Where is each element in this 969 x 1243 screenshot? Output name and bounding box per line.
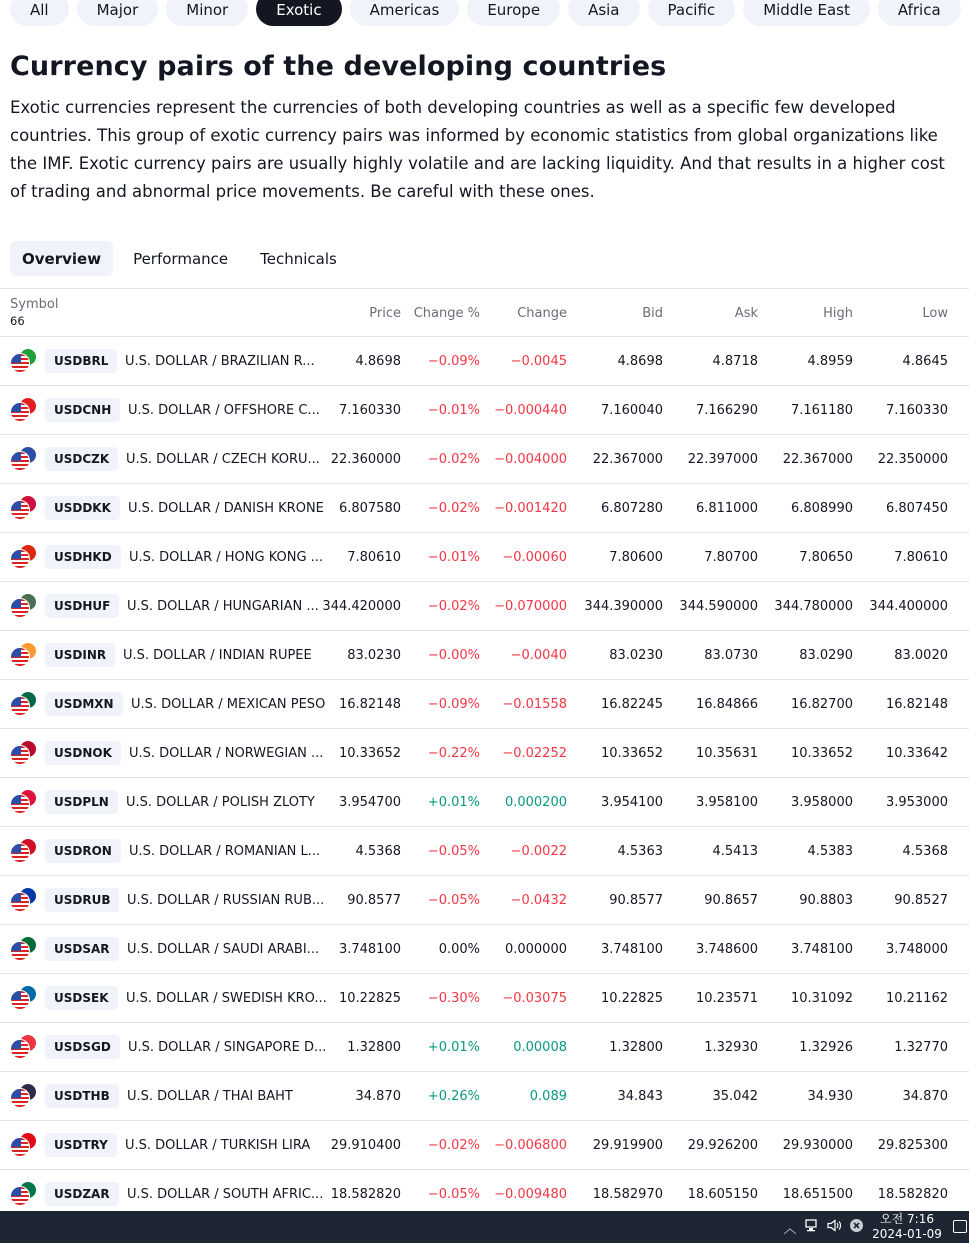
symbol-header-label: Symbol [10,297,59,312]
ask-cell: 4.5413 [712,843,758,859]
ask-cell: 29.926200 [687,1137,758,1153]
change-percent-cell: 0.00% [438,941,480,957]
low-cell: 3.953000 [885,794,948,810]
change-cell: −0.00060 [502,549,567,565]
chevron-up-icon[interactable]: ︿ [783,1221,797,1237]
high-cell: 18.651500 [782,1186,853,1202]
change-cell: −0.000440 [494,402,567,418]
low-cell: 10.33642 [885,745,948,761]
filter-chip-asia[interactable]: Asia [568,0,639,26]
change-cell: −0.004000 [494,451,567,467]
pair-description: U.S. DOLLAR / SWEDISH KRO... [126,990,327,1006]
table-row[interactable] [0,974,969,1023]
filter-chip-middle-east[interactable]: Middle East [743,0,870,26]
filter-chip-europe[interactable]: Europe [467,0,560,26]
clock-date: 2024-01-09 [872,1227,942,1241]
table-row[interactable] [0,631,969,680]
symbol-ticker-link[interactable]: USDCNH [45,398,120,422]
currency-flag-icon [10,1084,36,1108]
low-cell: 7.80610 [894,549,948,565]
currency-flag-icon [10,349,36,373]
bid-cell: 3.748100 [600,941,663,957]
high-cell: 90.8803 [799,892,853,908]
change-percent-cell: −0.22% [427,745,480,761]
ask-cell: 3.958100 [695,794,758,810]
symbol-ticker-link[interactable]: USDZAR [45,1182,119,1206]
filter-chip-minor[interactable]: Minor [166,0,248,26]
bid-cell: 4.5363 [617,843,663,859]
pair-description: U.S. DOLLAR / OFFSHORE C... [128,402,320,418]
symbol-ticker-link[interactable]: USDHUF [45,594,119,618]
change-percent-cell: +0.26% [427,1088,480,1104]
currency-flag-icon [10,937,36,961]
change-percent-cell: −0.02% [427,598,480,614]
table-header [0,288,969,337]
change-cell: −0.03075 [502,990,567,1006]
pair-description: U.S. DOLLAR / ROMANIAN L... [129,843,321,859]
bid-cell: 29.919900 [592,1137,663,1153]
high-cell: 1.32926 [799,1039,853,1055]
low-cell: 10.21162 [885,990,948,1006]
symbol-ticker-link[interactable]: USDRUB [45,888,119,912]
change-cell: 0.089 [529,1088,567,1104]
price-cell: 3.748100 [338,941,401,957]
tab-performance[interactable]: Performance [133,249,229,268]
bid-cell: 90.8577 [609,892,663,908]
high-cell: 10.33652 [790,745,853,761]
low-cell: 22.350000 [877,451,948,467]
pair-description: U.S. DOLLAR / HUNGARIAN ... [127,598,319,614]
high-cell: 344.780000 [774,598,853,614]
high-cell: 6.808990 [790,500,853,516]
symbol-ticker-link[interactable]: USDINR [45,643,115,667]
bid-cell: 22.367000 [592,451,663,467]
high-cell: 16.82700 [790,696,853,712]
price-cell: 7.80610 [347,549,401,565]
pair-description: U.S. DOLLAR / POLISH ZLOTY [126,794,315,810]
currency-flag-icon [10,790,36,814]
low-cell: 7.160330 [885,402,948,418]
currency-flag-icon [10,545,36,569]
symbol-ticker-link[interactable]: USDBRL [45,349,117,373]
pair-description: U.S. DOLLAR / DANISH KRONE [128,500,324,516]
pair-description: U.S. DOLLAR / SAUDI ARABI... [127,941,320,957]
ask-cell: 1.32930 [704,1039,758,1055]
price-cell: 4.5368 [355,843,401,859]
tab-overview[interactable]: Overview [10,241,113,276]
table-row[interactable] [0,876,969,925]
change-percent-cell: −0.02% [427,1137,480,1153]
high-cell: 29.930000 [782,1137,853,1153]
symbol-ticker-link[interactable]: USDNOK [45,741,121,765]
bid-cell: 1.32800 [609,1039,663,1055]
table-row[interactable] [0,925,969,974]
change-percent-cell: −0.05% [427,843,480,859]
low-cell: 6.807450 [885,500,948,516]
filter-chip-pacific[interactable]: Pacific [648,0,736,26]
filter-chip-major[interactable]: Major [77,0,159,26]
pair-description: U.S. DOLLAR / SOUTH AFRIC... [127,1186,324,1202]
ask-cell: 35.042 [712,1088,758,1104]
ask-cell: 6.811000 [695,500,758,516]
change-cell: −0.02252 [502,745,567,761]
ask-cell: 3.748600 [695,941,758,957]
ask-cell: 344.590000 [679,598,758,614]
change-percent-cell: −0.02% [427,451,480,467]
bid-cell: 10.22825 [600,990,663,1006]
price-cell: 10.22825 [338,990,401,1006]
filter-chip-africa[interactable]: Africa [878,0,961,26]
change-cell: −0.01558 [502,696,567,712]
change-cell: 0.000200 [504,794,567,810]
price-cell: 10.33652 [338,745,401,761]
symbol-ticker-link[interactable]: USDCZK [45,447,118,471]
table-row[interactable] [0,680,969,729]
bid-cell: 6.807280 [600,500,663,516]
table-row[interactable] [0,386,969,435]
currency-flag-icon [10,398,36,422]
low-cell: 3.748000 [885,941,948,957]
table-row[interactable] [0,729,969,778]
pair-description: U.S. DOLLAR / SINGAPORE D... [128,1039,327,1055]
currency-flag-icon [10,447,36,471]
page-description: Exotic currencies represent the currencies of both developing countries as well as a specific few developed countries. This group of exotic currency pairs was informed by economic statistics from global organizations like the IMF. Exotic currency pairs are usually highly volatile and are lacking liquidity. And that results in a higher cost of trading and abnormal price movements. Be careful with these ones. [10,98,945,201]
tab-technicals[interactable]: Technicals [260,249,337,268]
bid-cell: 344.390000 [584,598,663,614]
table-row[interactable] [0,778,969,827]
page-title: Currency pairs of the developing countries [10,51,667,82]
high-cell: 10.31092 [790,990,853,1006]
high-cell: 7.161180 [790,402,853,418]
bid-cell: 7.160040 [600,402,663,418]
currency-flag-icon [10,1035,36,1059]
symbol-ticker-link[interactable]: USDPLN [45,790,118,814]
symbol-ticker-link[interactable]: USDSGD [45,1035,120,1059]
system-tray [779,1211,969,1243]
pair-description: U.S. DOLLAR / NORWEGIAN ... [129,745,324,761]
clock-time: 오전 7:16 [880,1212,934,1226]
currency-flag-icon [10,594,36,618]
low-cell: 29.825300 [877,1137,948,1153]
change-percent-column-header[interactable]: Change % [413,306,480,321]
low-cell: 4.5368 [902,843,948,859]
currency-flag-icon [10,1133,36,1157]
currency-flag-icon [10,839,36,863]
price-cell: 7.160330 [338,402,401,418]
symbol-ticker-link[interactable]: USDTRY [45,1133,117,1157]
price-cell: 22.360000 [330,451,401,467]
pair-description: U.S. DOLLAR / MEXICAN PESO [131,696,326,712]
change-cell: −0.0045 [510,353,567,369]
notification-icon[interactable] [953,1220,967,1233]
price-cell: 90.8577 [347,892,401,908]
high-cell: 4.8959 [807,353,853,369]
ask-cell: 90.8657 [704,892,758,908]
change-cell: −0.006800 [494,1137,567,1153]
ask-cell: 83.0730 [704,647,758,663]
low-cell: 90.8527 [894,892,948,908]
bid-cell: 10.33652 [600,745,663,761]
bid-cell: 7.80600 [609,549,663,565]
pair-description: U.S. DOLLAR / BRAZILIAN R... [125,353,315,369]
high-cell: 3.748100 [790,941,853,957]
low-cell: 4.8645 [902,353,948,369]
high-cell: 7.80650 [799,549,853,565]
table-row[interactable] [0,337,969,386]
change-percent-cell: −0.09% [427,696,480,712]
pair-description: U.S. DOLLAR / CZECH KORU... [126,451,320,467]
change-cell: 0.000000 [504,941,567,957]
symbol-ticker-link[interactable]: USDTHB [45,1084,119,1108]
change-percent-cell: −0.09% [427,353,480,369]
symbol-ticker-link[interactable]: USDRON [45,839,121,863]
filter-chip-exotic[interactable]: Exotic [256,0,341,26]
low-cell: 83.0020 [894,647,948,663]
high-cell: 83.0290 [799,647,853,663]
symbol-ticker-link[interactable]: USDSAR [45,937,119,961]
low-column-header[interactable]: Low [922,306,948,321]
low-cell: 344.400000 [869,598,948,614]
change-cell: −0.009480 [494,1186,567,1202]
pair-description: U.S. DOLLAR / HONG KONG ... [129,549,324,565]
currency-flag-icon [10,888,36,912]
ask-cell: 7.80700 [704,549,758,565]
ask-cell: 7.166290 [695,402,758,418]
change-percent-cell: +0.01% [427,794,480,810]
price-cell: 6.807580 [338,500,401,516]
change-cell: −0.070000 [494,598,567,614]
filter-chip-all[interactable]: All [10,0,69,26]
ask-cell: 22.397000 [687,451,758,467]
currency-table [0,288,969,1219]
currency-flag-icon [10,741,36,765]
ask-cell: 16.84866 [695,696,758,712]
close-circle-icon[interactable] [845,1218,867,1237]
ask-cell: 10.23571 [695,990,758,1006]
ask-cell: 10.35631 [695,745,758,761]
region-filter-bar [0,0,961,26]
pair-description: U.S. DOLLAR / THAI BAHT [127,1088,293,1104]
ask-column-header[interactable]: Ask [734,306,758,321]
price-cell: 83.0230 [347,647,401,663]
currency-flag-icon [10,1182,36,1206]
network-icon[interactable] [801,1219,823,1236]
pair-description: U.S. DOLLAR / RUSSIAN RUB... [127,892,325,908]
bid-cell: 18.582970 [592,1186,663,1202]
bid-cell: 3.954100 [600,794,663,810]
currency-flag-icon [10,692,36,716]
currency-flag-icon [10,643,36,667]
bid-cell: 83.0230 [609,647,663,663]
view-tabs [10,241,349,276]
high-cell: 4.5383 [807,843,853,859]
table-row[interactable] [0,533,969,582]
bid-cell: 16.82245 [600,696,663,712]
price-cell: 16.82148 [338,696,401,712]
price-cell: 18.582820 [330,1186,401,1202]
high-cell: 34.930 [807,1088,853,1104]
symbol-ticker-link[interactable]: USDSEK [45,986,118,1010]
table-row[interactable] [0,827,969,876]
table-row[interactable] [0,484,969,533]
currency-flag-icon [10,496,36,520]
change-percent-cell: +0.01% [427,1039,480,1055]
change-percent-cell: −0.01% [427,549,480,565]
change-percent-cell: −0.05% [427,1186,480,1202]
system-clock[interactable] [867,1212,947,1242]
low-cell: 34.870 [902,1088,948,1104]
windows-taskbar [0,1211,969,1243]
change-percent-cell: −0.05% [427,892,480,908]
price-cell: 1.32800 [347,1039,401,1055]
pair-description: U.S. DOLLAR / INDIAN RUPEE [123,647,312,663]
table-row[interactable] [0,1121,969,1170]
low-cell: 16.82148 [885,696,948,712]
high-column-header[interactable]: High [823,306,853,321]
change-cell: −0.0040 [510,647,567,663]
low-cell: 1.32770 [894,1039,948,1055]
change-column-header[interactable]: Change [517,306,567,321]
filter-chip-americas[interactable]: Americas [350,0,460,26]
high-cell: 3.958000 [790,794,853,810]
symbol-ticker-link[interactable]: USDDKK [45,496,120,520]
high-cell: 22.367000 [782,451,853,467]
change-cell: −0.0022 [510,843,567,859]
bid-cell: 34.843 [617,1088,663,1104]
price-column-header[interactable]: Price [369,306,401,321]
change-cell: −0.0432 [510,892,567,908]
table-row[interactable] [0,1023,969,1072]
change-percent-cell: −0.02% [427,500,480,516]
change-percent-cell: −0.01% [427,402,480,418]
ask-cell: 4.8718 [712,353,758,369]
ask-cell: 18.605150 [687,1186,758,1202]
price-cell: 3.954700 [338,794,401,810]
symbol-count: 66 [10,314,25,328]
change-percent-cell: −0.30% [427,990,480,1006]
symbol-ticker-link[interactable]: USDMXN [45,692,123,716]
change-percent-cell: −0.00% [427,647,480,663]
speaker-icon[interactable] [823,1219,845,1236]
price-cell: 29.910400 [330,1137,401,1153]
table-body [0,337,969,1219]
table-row[interactable] [0,435,969,484]
symbol-ticker-link[interactable]: USDHKD [45,545,121,569]
table-row[interactable] [0,1072,969,1121]
change-cell: 0.00008 [513,1039,567,1055]
symbol-column-header[interactable] [10,297,58,329]
change-cell: −0.001420 [494,500,567,516]
pair-description: U.S. DOLLAR / TURKISH LIRA [125,1137,311,1153]
bid-cell: 4.8698 [617,353,663,369]
low-cell: 18.582820 [877,1186,948,1202]
price-cell: 344.420000 [322,598,401,614]
bid-column-header[interactable]: Bid [642,306,663,321]
price-cell: 34.870 [355,1088,401,1104]
table-row[interactable] [0,582,969,631]
price-cell: 4.8698 [355,353,401,369]
currency-flag-icon [10,986,36,1010]
